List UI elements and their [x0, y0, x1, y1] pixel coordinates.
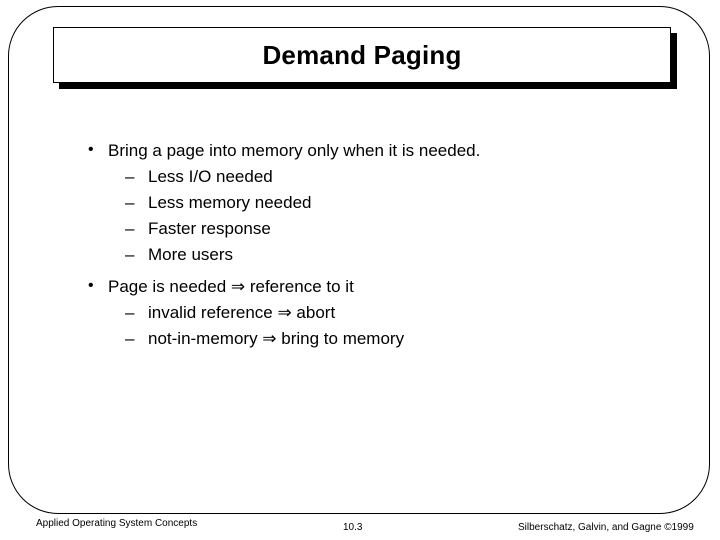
- sub-bullet-marker: –: [125, 303, 135, 322]
- sub-bullet-text: Faster response: [148, 219, 271, 238]
- sub-bullet-text: More users: [148, 245, 234, 264]
- bullet-text: Page is needed ⇒ reference to it: [108, 277, 354, 296]
- footer-left: Applied Operating System Concepts: [36, 518, 198, 529]
- sub-bullet-marker: –: [125, 329, 135, 348]
- sub-bullet-marker: –: [125, 219, 135, 238]
- footer-page-number: 10.3: [343, 522, 363, 533]
- sub-bullet-text: Less I/O needed: [148, 167, 273, 186]
- sub-bullet-marker: –: [125, 245, 135, 264]
- bullet-text: Bring a page into memory only when it is needed.: [108, 141, 481, 160]
- slide-title: Demand Paging: [262, 39, 462, 70]
- bullet-marker: •: [88, 141, 94, 158]
- sub-bullet-marker: –: [125, 167, 135, 186]
- sub-bullet-text: invalid reference ⇒ abort: [148, 303, 336, 322]
- bullet-marker: •: [88, 277, 94, 294]
- footer-right: Silberschatz, Galvin, and Gagne ©1999: [518, 522, 694, 533]
- sub-bullet-text: Less memory needed: [148, 193, 312, 212]
- sub-bullet-text: not-in-memory ⇒ bring to memory: [148, 329, 405, 348]
- sub-bullet-marker: –: [125, 193, 135, 212]
